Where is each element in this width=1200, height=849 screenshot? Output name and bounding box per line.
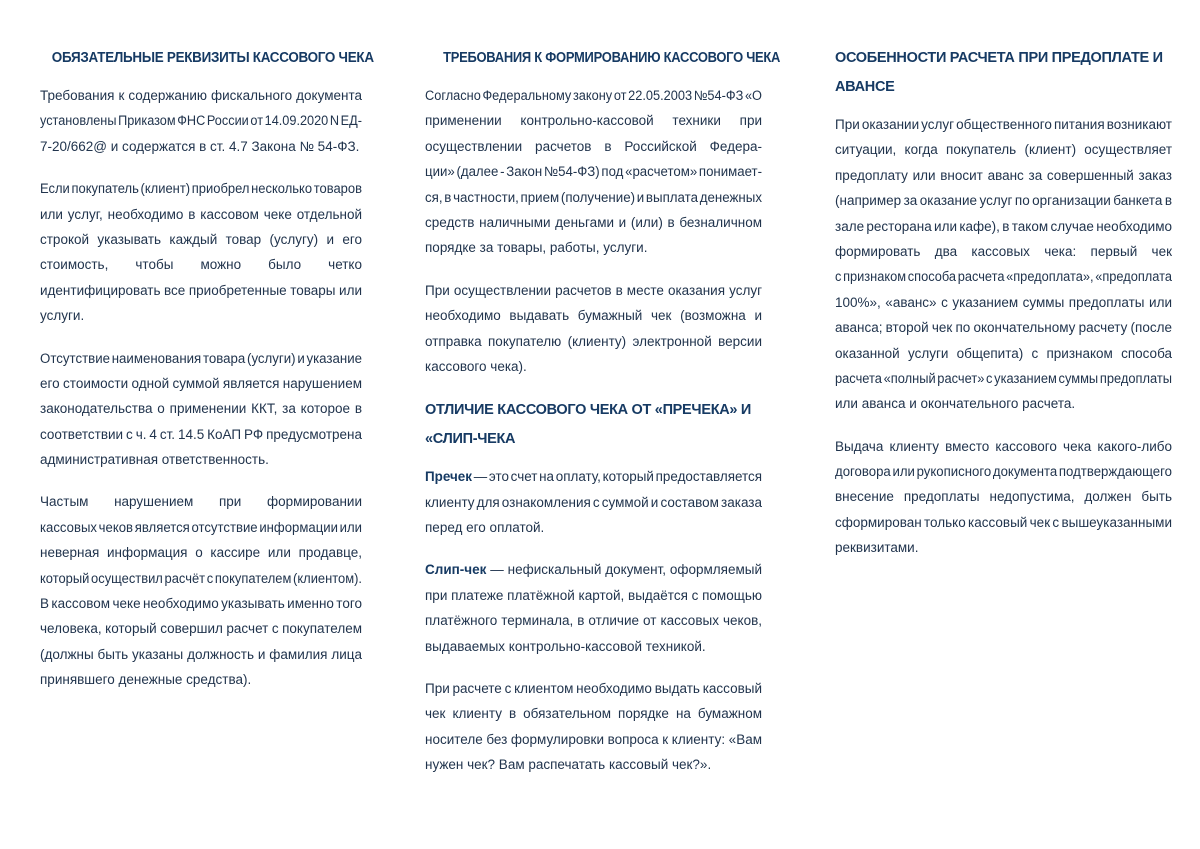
text-line: [40, 134, 362, 159]
term-lead: Пречек: [425, 469, 472, 485]
line-text: (например за оказание услуг по организации банкета в: [835, 193, 1172, 209]
line-text: платёжного терминала, в отличие от кассовых чеков,: [425, 613, 762, 629]
text-line: [40, 346, 362, 371]
text-line: [835, 214, 1172, 239]
text-line: [425, 354, 762, 379]
paragraph: [425, 278, 762, 380]
line-text: ОБЯЗАТЕЛЬНЫЕ РЕКВИЗИТЫ КАССОВОГО ЧЕКА: [51, 50, 374, 66]
text-line: [835, 391, 1172, 416]
line-text: при платеже платёжной картой, выдаётся с помощью: [425, 587, 762, 603]
line-text: применении контрольно-кассовой техники при: [425, 113, 762, 129]
column-mandatory-details: [40, 44, 374, 710]
line-text: формировать два кассовых чека: первый чек: [835, 243, 1172, 259]
text-line: [425, 159, 762, 184]
paragraph: [425, 676, 762, 778]
text-line: [835, 315, 1172, 340]
line-text: АВАНСЕ: [835, 79, 895, 95]
line-text: выдаваемых контрольно-кассовой техникой.: [425, 638, 706, 654]
text-line: [835, 188, 1172, 213]
text-line: [425, 235, 762, 260]
text-line: [835, 264, 1172, 289]
text-line: [425, 108, 762, 133]
text-line: [40, 83, 362, 108]
line-text: необходимо выдавать бумажный чек (возможна и: [425, 308, 762, 324]
paragraph: [835, 434, 1172, 561]
line-text: Частым нарушением при формировании: [40, 494, 362, 510]
text-line: [425, 583, 762, 608]
paragraph: [40, 176, 362, 328]
text-line: [40, 176, 362, 201]
text-line: [835, 290, 1172, 315]
paragraph: [40, 83, 362, 159]
text-line: [425, 425, 762, 454]
text-line: [835, 484, 1172, 509]
line-text: (должны быть указаны должность и фамилия лица: [40, 646, 362, 662]
text-line: [425, 303, 762, 328]
line-text: клиенту для ознакомления с суммой и составом заказа: [425, 494, 762, 510]
text-line: [425, 396, 762, 425]
section-heading: [40, 44, 374, 73]
line-text: строкой указывать каждый товар (услугу) и его: [40, 231, 362, 247]
section-heading: [425, 396, 762, 454]
text-line: [40, 515, 362, 540]
term-lead: Слип-чек: [425, 562, 487, 578]
line-text: Если покупатель (клиент) приобрел несколько товаров: [40, 181, 362, 197]
text-line: [425, 134, 762, 159]
line-text: отправка покупателю (клиенту) электронной версии: [425, 333, 762, 349]
paragraph: [40, 346, 362, 473]
text-line: [835, 510, 1172, 535]
line-text: с признаком способа расчета «предоплата», «предоплата: [835, 269, 1172, 285]
line-text: При оказании услуг общественного питания возникают: [835, 117, 1172, 132]
line-text: человека, который совершил расчет с покупателем: [40, 621, 362, 637]
line-text: ситуации, когда покупатель (клиент) осуществляет: [835, 142, 1172, 158]
text-line: [835, 73, 1172, 102]
text-line: [40, 616, 362, 641]
line-text: — это счет на оплату, который предоставляется: [471, 469, 762, 485]
text-line: [835, 44, 1172, 73]
text-line: [425, 634, 762, 659]
text-line: [425, 210, 762, 235]
line-text: кассового чека).: [425, 358, 527, 374]
line-text: «СЛИП-ЧЕКА: [425, 431, 516, 448]
line-text: или аванса и окончательного расчета.: [835, 396, 1076, 412]
line-text: средств наличными деньгами и (или) в безналичном: [425, 214, 762, 230]
text-line: [425, 515, 762, 540]
text-line: [40, 422, 362, 447]
column-receipt-requirements: [425, 44, 781, 795]
line-text: В кассовом чеке необходимо указывать именно того: [40, 596, 362, 612]
text-line: [425, 557, 762, 582]
line-text: стоимость, чтобы можно было четко: [40, 257, 362, 273]
text-line: [835, 239, 1172, 264]
line-text: Требования к содержанию фискального документа: [40, 88, 362, 103]
text-line: [425, 464, 760, 489]
text-line: [40, 447, 362, 472]
text-line: [425, 83, 762, 108]
line-text: оказанной услуги общепита) с признаком способа: [835, 345, 1172, 361]
paragraph: [835, 112, 1172, 417]
text-line: [425, 278, 762, 303]
text-line: [835, 112, 1172, 137]
line-text: соответствии с ч. 4 ст. 14.5 КоАП РФ предусмотрена: [40, 426, 362, 442]
text-line: [835, 535, 1172, 560]
text-line: [425, 329, 762, 354]
line-text: нужен чек? Вам распечатать кассовый чек?».: [425, 757, 712, 773]
section-heading: [835, 44, 1172, 102]
line-text: Отсутствие наименования товара (услуги) и указание: [40, 350, 362, 366]
paragraph: [425, 557, 762, 659]
text-line: [425, 701, 762, 726]
text-line: [835, 366, 1172, 391]
paragraph: [425, 83, 762, 261]
section-heading: [425, 44, 781, 73]
line-text: реквизитами.: [835, 540, 919, 556]
line-text: ся, в частности, прием (получение) и выплата денежных: [425, 189, 762, 205]
line-text: — нефискальный документ, оформляемый: [486, 562, 762, 578]
line-text: При расчете с клиентом необходимо выдать кассовый: [425, 681, 762, 697]
line-text: неверная информация о кассире или продавце,: [40, 545, 362, 561]
line-text: ТРЕБОВАНИЯ К ФОРМИРОВАНИЮ КАССОВОГО ЧЕКА: [443, 50, 781, 66]
line-text: принявшего денежные средства).: [40, 672, 252, 688]
line-text: внесение предоплаты недопустима, должен быть: [835, 489, 1172, 505]
line-text: 7-20/662@ и содержатся в ст. 4.7 Закона № 54-ФЗ.: [40, 138, 360, 154]
text-line: [835, 341, 1172, 366]
line-text: договора или рукописного документа подтверждающего: [835, 464, 1172, 480]
text-line: [40, 303, 362, 328]
line-text: сформирован только кассовый чек с вышеуказанными: [835, 514, 1172, 530]
text-line: [51, 44, 374, 73]
line-text: или услуг, необходимо в кассовом чеке отдельной: [40, 206, 362, 222]
text-line: [40, 202, 362, 227]
line-text: ОТЛИЧИЕ КАССОВОГО ЧЕКА ОТ «ПРЕЧЕКА» И: [425, 402, 752, 419]
line-text: Выдача клиенту вместо кассового чека какого-либо: [835, 438, 1172, 454]
text-line: [40, 591, 362, 616]
text-line: [443, 44, 781, 73]
text-line: [425, 727, 762, 752]
text-line: [835, 163, 1172, 188]
text-line: [40, 252, 362, 277]
text-line: [40, 108, 362, 133]
paragraph: [40, 489, 362, 692]
line-text: 100%», «аванс» с указанием суммы предоплаты или: [835, 294, 1172, 310]
text-line: [40, 540, 362, 565]
line-text: зале ресторана или кафе), в таком случае необходимо: [835, 218, 1172, 234]
line-text: чек клиенту в обязательном порядке на бумажном: [425, 706, 762, 722]
text-line: [40, 489, 362, 514]
text-line: [40, 227, 362, 252]
line-text: ОСОБЕННОСТИ РАСЧЕТА ПРИ ПРЕДОПЛАТЕ И: [835, 50, 1163, 66]
line-text: административная ответственность.: [40, 452, 269, 468]
column-prepayment: [835, 44, 1172, 578]
text-line: [40, 278, 362, 303]
line-text: законодательства о применении ККТ, за которое в: [40, 401, 362, 417]
text-line: [40, 642, 362, 667]
text-line: [425, 752, 762, 777]
line-text: ции» (далее - Закон №54-ФЗ) под «расчетом» понимает-: [425, 164, 762, 180]
text-line: [425, 676, 762, 701]
line-text: расчета «полный расчет» с указанием суммы предоплаты: [835, 370, 1172, 386]
line-text: При осуществлении расчетов в месте оказания услуг: [425, 282, 762, 298]
line-text: носителе без формулировки вопроса к клиенту: «Вам: [425, 731, 762, 747]
text-line: [835, 459, 1172, 484]
line-text: его стоимости одной суммой является нарушением: [40, 375, 362, 391]
text-line: [835, 137, 1172, 162]
line-text: установлены Приказом ФНС России от 14.09.2020 N ЕД-: [40, 113, 362, 129]
text-line: [40, 667, 362, 692]
text-line: [835, 434, 1172, 459]
text-line: [425, 608, 762, 633]
line-text: осуществлении расчетов в Российской Федера-: [425, 138, 762, 154]
paragraph: [425, 464, 762, 540]
text-line: [40, 396, 362, 421]
line-text: кассовых чеков является отсутствие информации или: [40, 519, 362, 535]
text-line: [425, 490, 762, 515]
line-text: предоплату или вносит аванс за совершенный заказ: [835, 167, 1172, 183]
line-text: перед его оплатой.: [425, 520, 545, 536]
line-text: порядке за товары, работы, услуги.: [425, 240, 648, 256]
text-line: [40, 371, 362, 396]
line-text: который осуществил расчёт с покупателем (клиентом).: [40, 570, 362, 586]
line-text: аванса; второй чек по окончательному расчету (после: [835, 320, 1172, 336]
line-text: услуги.: [40, 308, 85, 324]
line-text: Согласно Федеральному закону от 22.05.2003 №54-ФЗ «О: [425, 88, 762, 103]
text-line: [425, 185, 762, 210]
text-line: [40, 566, 362, 591]
line-text: идентифицировать все приобретенные товары или: [40, 282, 362, 298]
